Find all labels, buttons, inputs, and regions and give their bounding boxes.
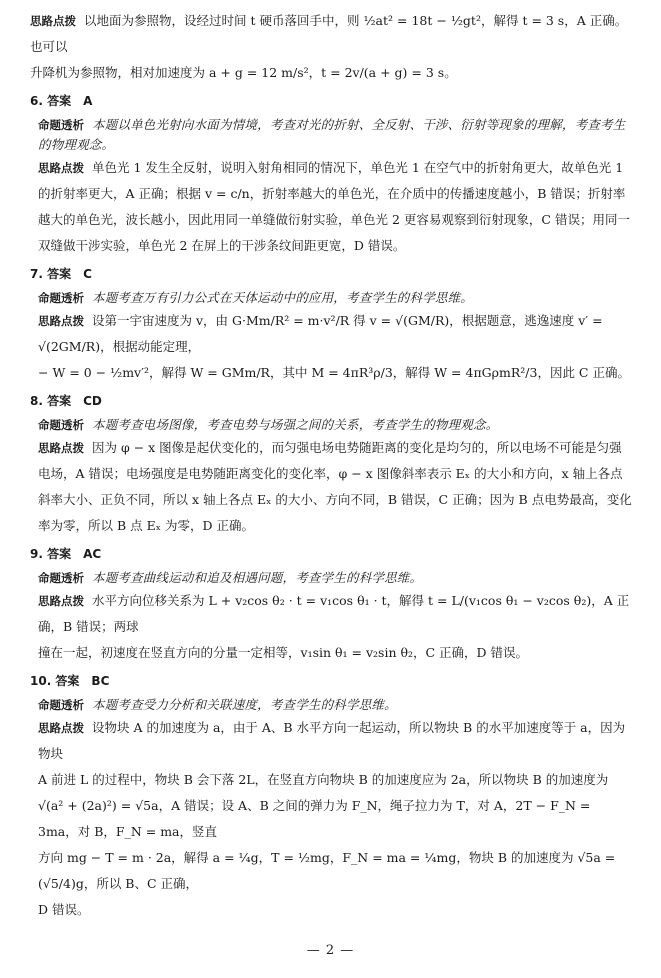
q10-hint-line3: √(a² + (2a)²) = √5a，A 错误；设 A、B 之间的弹力为 F_N，绳子拉力为 T，对 A，2T − F_N = 3ma，对 B，F_N = ma，竖直 xyxy=(38,798,591,839)
q7-section xyxy=(30,264,633,386)
page-number: — 2 — xyxy=(306,943,355,958)
q8-section xyxy=(30,391,633,539)
q7-hint-line2: − W = 0 − ½mv′²，解得 W = GMm/R，其中 M = 4πR³ρ/3，解得 W = 4πGρmR²/3，因此 C 正确。 xyxy=(38,365,630,380)
q10-hint-line2: A 前进 L 的过程中，物块 B 会下落 2L，在竖直方向物块 B 的加速度应为 2a，所以物块 B 的加速度为 xyxy=(38,772,609,787)
q8-hint-text: 因为 φ − x 图像是起伏变化的，而匀强电场电势随距离的变化是均匀的，所以电场不可能是匀强电场，A 错误；电场强度是电势随距离变化的变化率，φ − x 图像斜率表示 Eₓ 的大小和方向，x 轴上各点斜率大小、正负不同，所以 x 轴上各点 Eₓ 的大小、方向不同，B 错误，C 正确；因为 B 点电势最高，变化率为零，所以 B 点 Eₓ 为零，D 正确。 xyxy=(38,440,632,533)
q7-analysis-text: 本题考查万有引力公式在天体运动中的应用，考查学生的科学思维。 xyxy=(92,290,474,305)
q10-hint-line5: D 错误。 xyxy=(38,902,90,917)
q9-analysis xyxy=(30,568,633,588)
q8-hint xyxy=(30,435,633,539)
q10-answer-heading: 10. 答案 BC xyxy=(30,674,110,688)
q8-analysis-text: 本题考查电场图像，考查电势与场强之间的关系，考查学生的物理观念。 xyxy=(92,417,499,432)
q6-hint-text: 单色光 1 发生全反射，说明入射角相同的情况下，单色光 1 在空气中的折射角更大，故单色光 1 的折射率更大，A 正确；根据 v = c/n，折射率越大的单色光，在介质中的传播速度越小，B 错误；折射率越大的单色光，波长越小，因此用同一单缝做衍射实验，单色光 2 更容易观察到衍射现象，C 错误；用同一双缝做干涉实验，单色光 2 在屏上的干涉条纹间距更宽，D 错误。 xyxy=(38,160,630,253)
q10-analysis xyxy=(30,695,633,715)
q7-hint-text1: 设第一宇宙速度为 v，由 G·Mm/R² = m·v²/R 得 v = √(GM/R)，根据题意，逃逸速度 v′ = √(2GM/R)，根据动能定理， xyxy=(38,313,603,354)
q10-hint-label: 思路点拨 xyxy=(38,721,84,735)
q9-section xyxy=(30,544,633,666)
q6-hint xyxy=(30,155,633,259)
q9-hint-label: 思路点拨 xyxy=(38,594,84,608)
q6-hint-label: 思路点拨 xyxy=(38,161,84,175)
q6-analysis-label: 命题透析 xyxy=(38,118,84,132)
q7-answer-heading: 7. 答案 C xyxy=(30,267,92,281)
q7-hint-label: 思路点拨 xyxy=(38,314,84,328)
q7-analysis xyxy=(30,288,633,308)
q7-hint-line1 xyxy=(30,308,633,360)
q9-hint-line2: 撞在一起，初速度在竖直方向的分量一定相等，v₁sin θ₁ = v₂sin θ₂，C 正确，D 错误。 xyxy=(38,645,529,660)
q6-analysis-text: 本题以单色光射向水面为情境，考查对光的折射、全反射、干涉、衍射等现象的理解，考查考生的物理观念。 xyxy=(38,117,626,152)
q10-analysis-text: 本题考查受力分析和关联速度，考查学生的科学思维。 xyxy=(92,697,397,712)
q5-hint-label: 思路点拨 xyxy=(30,14,76,28)
q10-section xyxy=(30,671,633,923)
q7-analysis-label: 命题透析 xyxy=(38,291,84,305)
q6-analysis xyxy=(30,115,633,155)
q10-hint-line1 xyxy=(30,715,633,767)
q10-hint-line4: 方向 mg − T = m · 2a，解得 a = ¼g，T = ½mg，F_N = ma = ¼mg，物块 B 的加速度为 √5a = (√5/4)g，所以 B、C 正确， xyxy=(38,850,616,891)
q6-answer-heading: 6. 答案 A xyxy=(30,94,93,108)
q8-analysis xyxy=(30,415,633,435)
q10-hint-text1: 设物块 A 的加速度为 a，由于 A、B 水平方向一起运动，所以物块 B 的水平加速度等于 a，因为物块 xyxy=(38,720,626,761)
q5-hint-line2: 升降机为参照物，相对加速度为 a + g = 12 m/s²，t = 2v/(a + g) = 3 s。 xyxy=(30,65,457,80)
q9-answer-heading: 9. 答案 AC xyxy=(30,547,102,561)
q9-hint-text1: 水平方向位移关系为 L + v₂cos θ₂ · t = v₁cos θ₁ · t，解得 t = L/(v₁cos θ₁ − v₂cos θ₂)，A 正确，B 错误；两球 xyxy=(38,593,630,634)
q6-section xyxy=(30,91,633,259)
q8-analysis-label: 命题透析 xyxy=(38,418,84,432)
q8-answer-heading: 8. 答案 CD xyxy=(30,394,102,408)
q5-hint-line1 xyxy=(30,8,633,60)
q8-hint-label: 思路点拨 xyxy=(38,441,84,455)
q5-hint-text1: 以地面为参照物，设经过时间 t 硬币落回手中，则 ½at² = 18t − ½gt²，解得 t = 3 s，A 正确。也可以 xyxy=(30,13,628,54)
q5-section xyxy=(30,8,633,86)
q9-analysis-label: 命题透析 xyxy=(38,571,84,585)
q9-analysis-text: 本题考查曲线运动和追及相遇问题，考查学生的科学思维。 xyxy=(92,570,423,585)
q10-analysis-label: 命题透析 xyxy=(38,698,84,712)
q9-hint-line1 xyxy=(30,588,633,640)
